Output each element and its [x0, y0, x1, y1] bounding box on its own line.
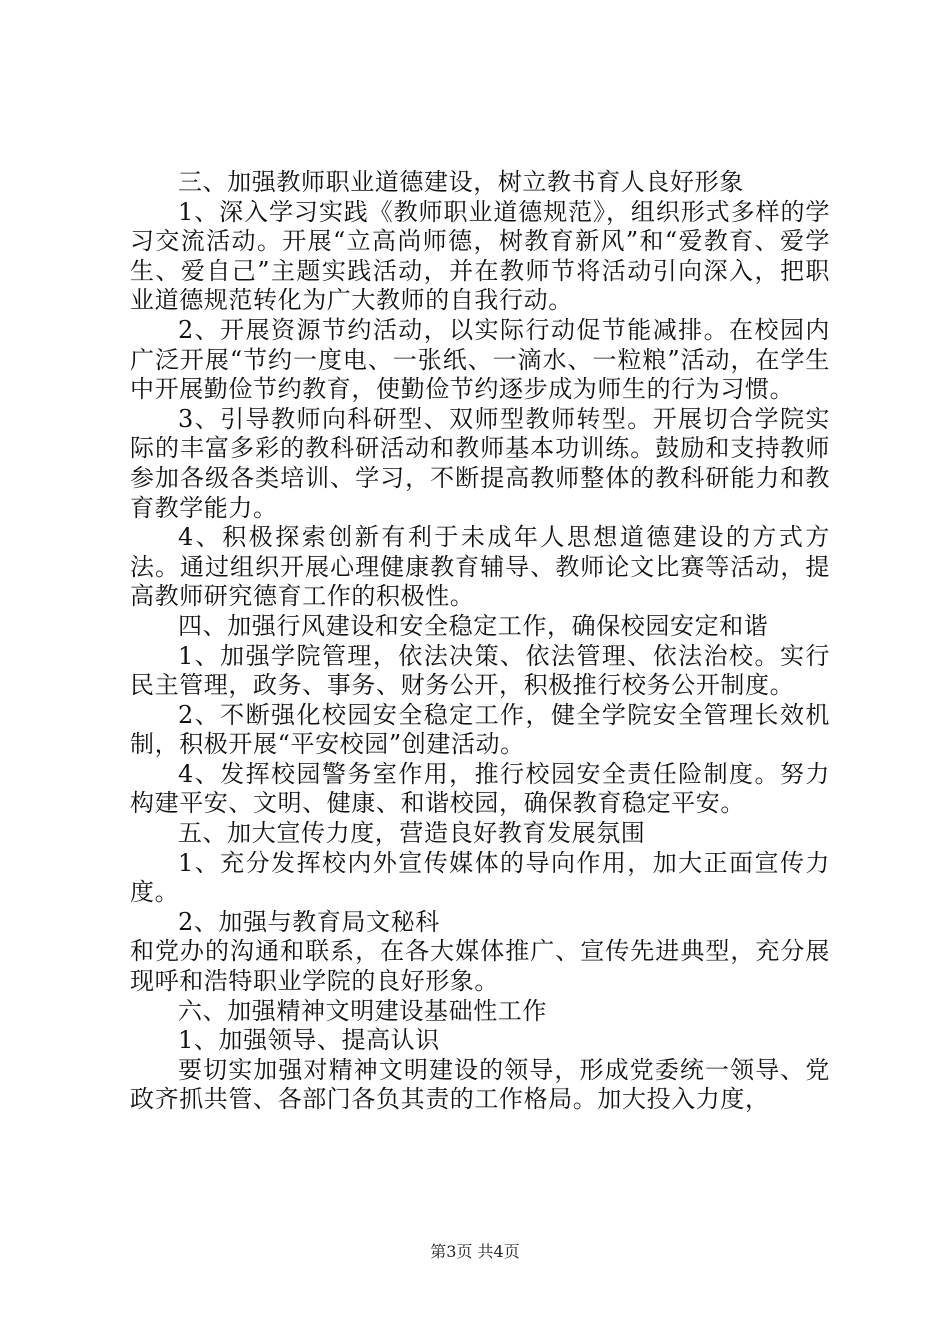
- paragraph-3-2: 2、开展资源节约活动，以实际行动促节能减排。在校园内广泛开展“节约一度电、一张纸、一滴水、一粒粮”活动，在学生中开展勤俭节约教育，使勤俭节约逐步成为师生的行为习惯。: [130, 315, 830, 404]
- paragraph-6-1-body: 要切实加强对精神文明建设的领导，形成党委统一领导、党政齐抓共管、各部门各负其责的工作格局。加大投入力度，: [130, 1055, 830, 1114]
- paragraph-3-4: 4、积极探索创新有利于未成年人思想道德建设的方式方法。通过组织开展心理健康教育辅导、教师论文比赛等活动，提高教师研究德育工作的积极性。: [130, 523, 830, 611]
- paragraph-5-2-continued: 和党办的沟通和联系，在各大媒体推广、宣传先进典型，充分展现呼和浩特职业学院的良好形象。: [130, 937, 830, 996]
- paragraph-4-2: 2、不断强化校园安全稳定工作，健全学院安全管理长效机制，积极开展“平安校园”创建活动。: [130, 700, 830, 759]
- section-heading-4: 四、加强行风建设和安全稳定工作，确保校园安定和谐: [178, 611, 769, 640]
- paragraph-6-1-heading: 1、加强领导、提高认识: [178, 1026, 440, 1055]
- paragraph-5-1: 1、充分发挥校内外宣传媒体的导向作用，加大正面宣传力度。: [130, 848, 830, 907]
- paragraph-3-1: 1、深入学习实践《教师职业道德规范》，组织形式多样的学习交流活动。开展“立高尚师德，树教育新风”和“爱教育、爱学生、爱自己”主题实践活动，并在教师节将活动引向深入，把职业道德规范转化为广大教师的自我行动。: [130, 197, 830, 315]
- paragraph-5-2: 2、加强与教育局文秘科: [178, 907, 440, 936]
- page-number-footer: 第3页 共4页: [430, 1242, 520, 1261]
- document-body: [130, 168, 830, 1115]
- paragraph-4-1: 1、加强学院管理，依法决策、依法管理、依法治校。实行民主管理，政务、事务、财务公开，积极推行校务公开制度。: [130, 641, 830, 700]
- section-heading-3: 三、加强教师职业道德建设，树立教书育人良好形象: [178, 168, 744, 196]
- section-heading-5: 五、加大宣传力度，营造良好教育发展氛围: [178, 819, 646, 848]
- paragraph-4-4: 4、发挥校园警务室作用，推行校园安全责任险制度。努力构建平安、文明、健康、和谐校园，确保教育稳定平安。: [130, 759, 830, 818]
- section-heading-6: 六、加强精神文明建设基础性工作: [178, 996, 547, 1025]
- paragraph-3-3: 3、引导教师向科研型、双师型教师转型。开展切合学院实际的丰富多彩的教科研活动和教师基本功训练。鼓励和支持教师参加各级各类培训、学习，不断提高教师整体的教科研能力和教育教学能力。: [130, 404, 830, 522]
